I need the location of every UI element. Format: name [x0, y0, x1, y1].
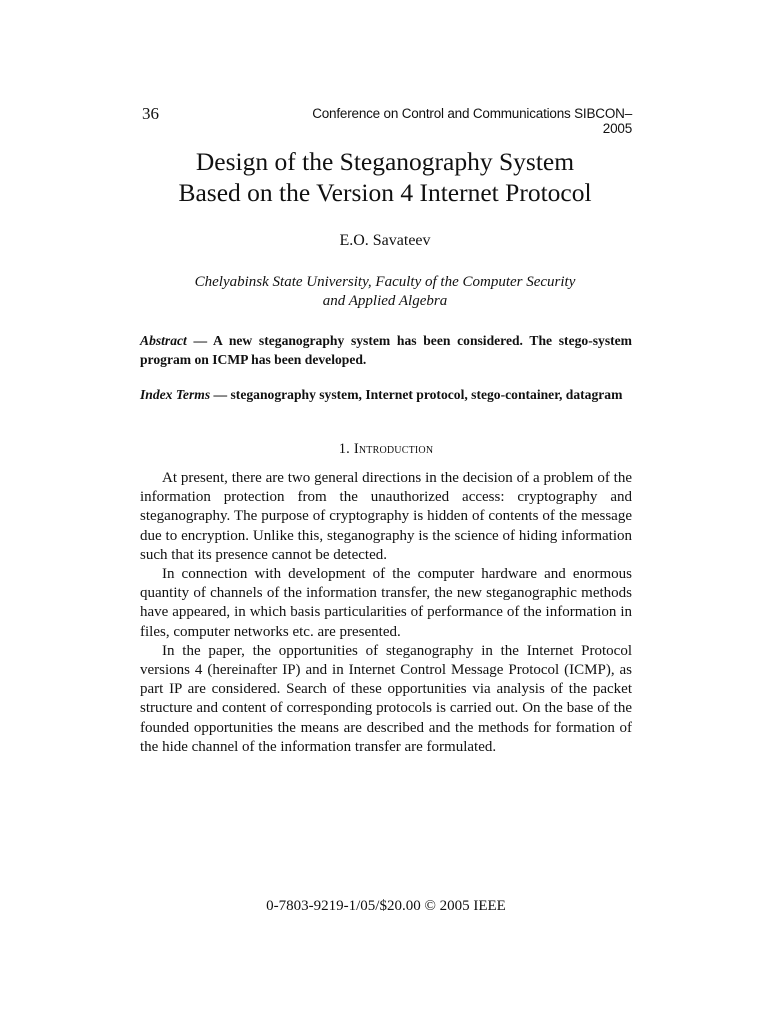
- author: E.O. Savateev: [339, 232, 431, 249]
- abstract-text: — A new steganography system has been considered. The stego-system program on ICMP has been developed.: [140, 333, 632, 367]
- copyright-footer: 0-7803-9219-1/05/$20.00 © 2005 IEEE: [266, 898, 506, 914]
- running-head: Conference on Control and Communications SIBCON–2005: [312, 106, 632, 136]
- abstract: [140, 332, 632, 369]
- section-heading: 1. Introduction: [338, 441, 434, 457]
- affiliation: [140, 273, 630, 311]
- paragraph: At present, there are two general directions in the decision of a problem of the information protection from the unauthorized access: cryptography and steganography. The purpose of cryptography is hidden of contents of the message due to encryption. Unlike this, steganography is the science of hiding information such that its presence cannot be detected.: [140, 470, 632, 563]
- index-terms-label: Index Terms: [140, 387, 211, 402]
- affiliation-line-1: Chelyabinsk State University, Faculty of the Computer Security: [194, 274, 576, 290]
- affiliation-line-2: and Applied Algebra: [322, 293, 448, 309]
- paper-title: [120, 146, 650, 208]
- page-number: 36: [142, 104, 159, 123]
- index-terms-text: — steganography system, Internet protocol, stego-container, datagram: [210, 387, 623, 402]
- index-terms: [140, 386, 632, 405]
- abstract-label: Abstract: [140, 333, 187, 348]
- title-line-2: Based on the Version 4 Internet Protocol: [178, 178, 592, 207]
- title-line-1: Design of the Steganography System: [195, 147, 575, 176]
- paragraph: In the paper, the opportunities of steganography in the Internet Protocol versions 4 (hereinafter IP) and in Internet Control Message Protocol (ICMP), as part IP are considered. Search of these opportunities via analysis of the packet structure and content of corresponding protocols is carried out. On the base of the founded opportunities the means are described and the methods for formation of the hide channel of the information transfer are formulated.: [140, 642, 632, 755]
- paragraph: In connection with development of the computer hardware and enormous quantity of channels of the information transfer, the new steganographic methods have appeared, in which basis particularities of performance of the information in files, computer networks etc. are presented.: [140, 566, 632, 640]
- body-text: [140, 469, 632, 757]
